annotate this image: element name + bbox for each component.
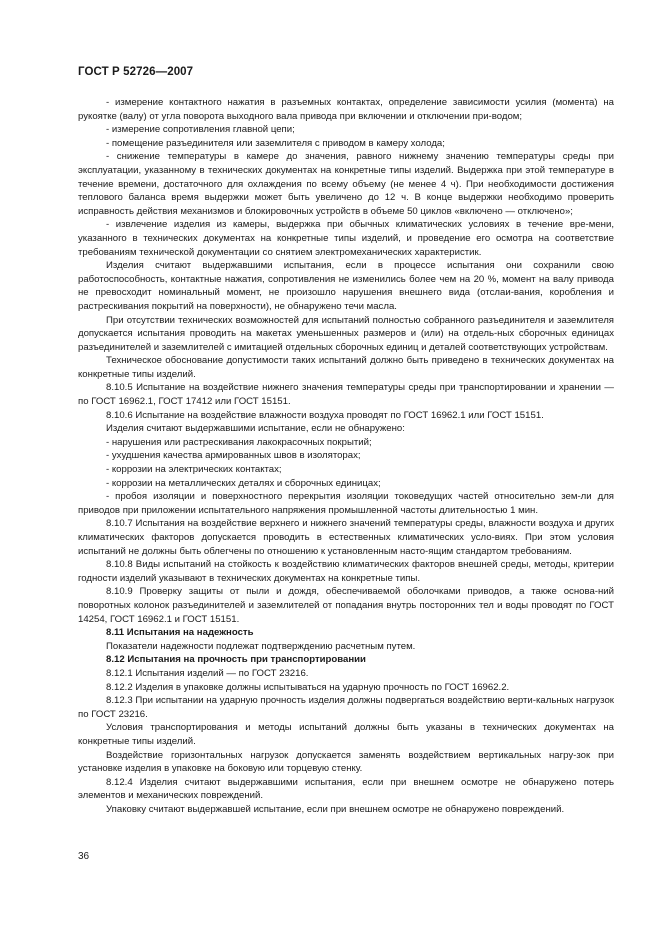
paragraph: Изделия считают выдержавшими испытание, если не обнаружено: [106, 423, 405, 435]
document-header: ГОСТ Р 52726—2007 [78, 66, 194, 78]
paragraph: - помещение разъединителя или заземлителя с приводом в камеру холода; [106, 137, 445, 149]
paragraph: - измерение контактного нажатия в разъемных контактах, определение зависимости усилия (момента) на рукоятке (валу) от угла поворота выходного вала привода при включении и отключении при-водом; [78, 97, 614, 122]
paragraph: - нарушения или растрескивания лакокрасочных покрытий; [106, 436, 372, 448]
paragraph: - коррозии на электрических контактах; [106, 464, 282, 476]
page-number: 36 [78, 851, 90, 862]
paragraph: - извлечение изделия из камеры, выдержка при обычных климатических условиях в течение вре-мени, указанного в технических документах на конкретные типы изделий, и проведение его осмотра на соответствие требованиям технической документации со снятием электромеханических характеристик. [78, 219, 614, 258]
paragraph: 8.10.8 Виды испытаний на стойкость к воздействию климатических факторов внешней среды, методы, критерии годности изделий указывают в технических документах на конкретные типы. [78, 559, 614, 584]
paragraph: 8.10.9 Проверку защиты от пыли и дождя, обеспечиваемой оболочками приводов, а также основа-ний поворотных колонок разъединителей и заземлителей от попадания внутрь посторонних тел и воды проводят по ГОСТ 14254, ГОСТ 16962.1 и ГОСТ 15151. [78, 586, 614, 625]
section-heading: 8.11 Испытания на надежность [106, 627, 254, 639]
paragraph: Воздействие горизонтальных нагрузок допускается заменять воздействием вертикальных нагру-зок при установке изделия в упаковке на боковую или торцевую стенку. [78, 749, 614, 775]
paragraph: - измерение сопротивления главной цепи; [106, 124, 295, 136]
paragraph: Техническое обоснование допустимости таких испытаний должно быть приведено в технических документах на конкретные типы изделий. [78, 355, 614, 380]
paragraph: 8.12.4 Изделия считают выдержавшими испытания, если при внешнем осмотре не обнаружено потерь элементов и механических повреждений. [78, 776, 614, 802]
paragraph: 8.12.3 При испытании на ударную прочность изделия должны подвергаться воздействию верти-кальных нагрузок по ГОСТ 23216. [78, 695, 614, 720]
paragraph: 8.12.1 Испытания изделий — по ГОСТ 23216. [106, 667, 309, 679]
paragraph: - пробоя изоляции и поверхностного перекрытия изоляции токоведущих частей относительно зем-ли для приводов при приложении испытательного напряжения промышленной частоты длительностью 1 мин. [78, 491, 614, 516]
paragraph: Изделия считают выдержавшими испытания, если в процессе испытания они сохранили свою работоспособность, контактные нажатия, сопротивления не изменились более чем на 20 %, момент на валу привода не превосходит номинальный момент, не произошло нарушения внешнего вида (отслаи-вания, коробления и растрескивания покрытий на поверхности), не обнаружено течи масла. [78, 260, 614, 312]
paragraph: 8.10.5 Испытание на воздействие нижнего значения температуры среды при транспортировании и хранении — по ГОСТ 16962.1, ГОСТ 17412 или ГОСТ 15151. [78, 382, 614, 408]
paragraph: 8.10.6 Испытание на воздействие влажности воздуха проводят по ГОСТ 16962.1 или ГОСТ 15151. [106, 409, 544, 421]
document-body [78, 96, 614, 816]
paragraph: 8.10.7 Испытания на воздействие верхнего и нижнего значений температуры среды, влажности воздуха и других климатических факторов допускается проводить в естественных климатических усло-виях. При этом условия испытаний не должны быть облегчены по отношению к установленным насто-ящим стандартом требованиям. [78, 518, 614, 557]
paragraph: Упаковку считают выдержавшей испытание, если при внешнем осмотре не обнаружено повреждений. [106, 803, 565, 815]
paragraph: - ухудшения качества армированных швов в изоляторах; [106, 450, 361, 462]
paragraph: При отсутствии технических возможностей для испытаний полностью собранного разъединителя и заземлителя допускается испытания проводить на макетах уменьшенных размеров и (или) на отдель-ных сборочных единицах разъединителей и заземлителей с имитацией отдельных сборочных единиц и деталей соответствующих устройствам. [78, 314, 614, 353]
paragraph: 8.12.2 Изделия в упаковке должны испытываться на ударную прочность по ГОСТ 16962.2. [106, 681, 510, 693]
paragraph: - коррозии на металлических деталях и сборочных единицах; [106, 477, 381, 489]
paragraph: - снижение температуры в камере до значения, равного нижнему значению температуры среды при эксплуатации, указанному в технических документах на конкретные типы изделий. Выдержка при этой температуре в течение времени, достаточного для охлаждения по всему объему (не менее 4 ч). При необходимости достижения теплового баланса время выдержки может быть увеличено до 12 ч. В конце выдержки необходимо проверить исправность действия механизмов и блокировочных устройств в объеме 50 циклов «включено — отключено»; [78, 151, 614, 217]
paragraph: Показатели надежности подлежат подтверждению расчетным путем. [106, 640, 416, 652]
paragraph: Условия транспортирования и методы испытаний должны быть указаны в технических документах на конкретные типы изделий. [78, 722, 614, 747]
section-heading: 8.12 Испытания на прочность при транспортировании [106, 654, 366, 666]
